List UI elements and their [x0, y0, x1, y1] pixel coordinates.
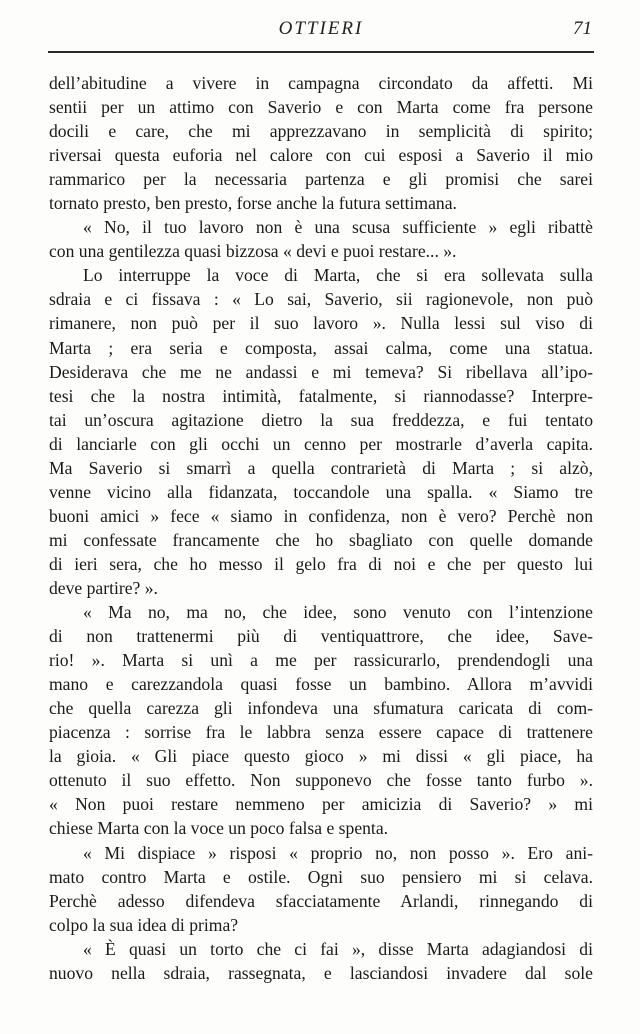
text-line: nuovo nella sdraia, rassegnata, e lasciandosi invadere dal sole: [49, 962, 593, 983]
text-line: venne vicino alla fidanzata, toccandole una spalla. « Siamo tre: [49, 481, 593, 502]
text-line: rimanere, non può per il suo lavoro ». Nulla lessi sul viso di: [49, 313, 593, 334]
text-line: « Mi dispiace » risposi « proprio no, non posso ». Ero ani-: [83, 842, 593, 863]
running-head: [48, 18, 594, 48]
text-line: tesi che la nostra intimità, fatalmente, si riannodasse? Interpre-: [49, 385, 593, 406]
text-line: la gioia. « Gli piace questo gioco » mi dissi « gli piace, ha: [49, 746, 593, 767]
text-line: piacenza : sorrise fra le labbra senza essere capace di trattenere: [49, 722, 593, 743]
text-line: deve partire? ».: [49, 577, 158, 598]
page-number: 71: [573, 18, 592, 39]
text-line: docili e care, che mi apprezzavano in semplicità di spirito;: [49, 121, 593, 142]
text-line: Desiderava che me ne andassi e mi temeva? Si ribellava all’ipo-: [49, 361, 593, 382]
text-line: sdraia e ci fissava : « Lo sai, Saverio, sii ragionevole, non può: [49, 289, 593, 310]
text-line: che quella carezza gli infondeva una sfumatura caricata di com-: [49, 698, 593, 719]
text-line: mato contro Marta e ostile. Ogni suo pensiero mi si celava.: [49, 866, 593, 887]
text-line: Ma Saverio si smarrì a quella contrarietà di Marta ; si alzò,: [49, 457, 593, 478]
text-line: « Non puoi restare nemmeno per amicizia di Saverio? » mi: [49, 794, 593, 815]
text-line: tornato presto, ben presto, forse anche la futura settimana.: [49, 193, 457, 214]
text-line: di lanciarle con gli occhi un cenno per mostrarle d’averla capita.: [49, 433, 593, 454]
text-line: tai un’oscura agitazione dietro la sua freddezza, e fui tentato: [49, 409, 593, 430]
text-line: buoni amici » fece « siamo in confidenza, non è vero? Perchè non: [49, 505, 593, 526]
text-line: colpo la sua idea di prima?: [49, 914, 239, 935]
text-line: rio! ». Marta si unì a me per rassicurarlo, prendendogli una: [49, 650, 593, 671]
text-line: « Ma no, ma no, che idee, sono venuto con l’intenzione: [83, 602, 593, 623]
header-rule: [48, 51, 594, 53]
text-line: « No, il tuo lavoro non è una scusa sufficiente » egli ribattè: [83, 217, 593, 238]
text-line: ottenuto il suo effetto. Non supponevo che fosse tanto furbo ».: [49, 770, 593, 791]
text-line: chiese Marta con la voce un poco falsa e spenta.: [49, 818, 389, 839]
running-title: OTTIERI: [278, 18, 364, 39]
text-line: Lo interruppe la voce di Marta, che si era sollevata sulla: [83, 265, 593, 286]
text-line: riversai questa euforia nel calore con cui esposi a Saverio il mio: [49, 145, 593, 166]
text-line: con una gentilezza quasi bizzosa « devi e puoi restare... ».: [49, 241, 457, 262]
text-line: Perchè adesso difendeva sfacciatamente Arlandi, rinnegando di: [49, 890, 593, 911]
text-line: mano e carezzandola quasi fosse un bambino. Allora m’avvidi: [49, 674, 593, 695]
text-line: mi confessate francamente che ho sbagliato con quelle domande: [49, 529, 593, 550]
text-line: sentii per un attimo con Saverio e con Marta come fra persone: [49, 97, 593, 118]
text-line: dell’abitudine a vivere in campagna circondato da affetti. Mi: [49, 73, 593, 93]
body-text: [49, 71, 593, 985]
text-line: « È quasi un torto che ci fai », disse Marta adagiandosi di: [83, 938, 593, 959]
text-line: di ieri sera, che ho messo il gelo fra di noi e che per questo lui: [49, 553, 593, 574]
text-line: rammarico per la necessaria partenza e gli promisi che sarei: [49, 169, 593, 190]
text-line: Marta ; era seria e composta, assai calma, come una statua.: [49, 337, 593, 358]
text-line: di non trattenermi più di ventiquattrore, che idee, Save-: [49, 626, 593, 647]
